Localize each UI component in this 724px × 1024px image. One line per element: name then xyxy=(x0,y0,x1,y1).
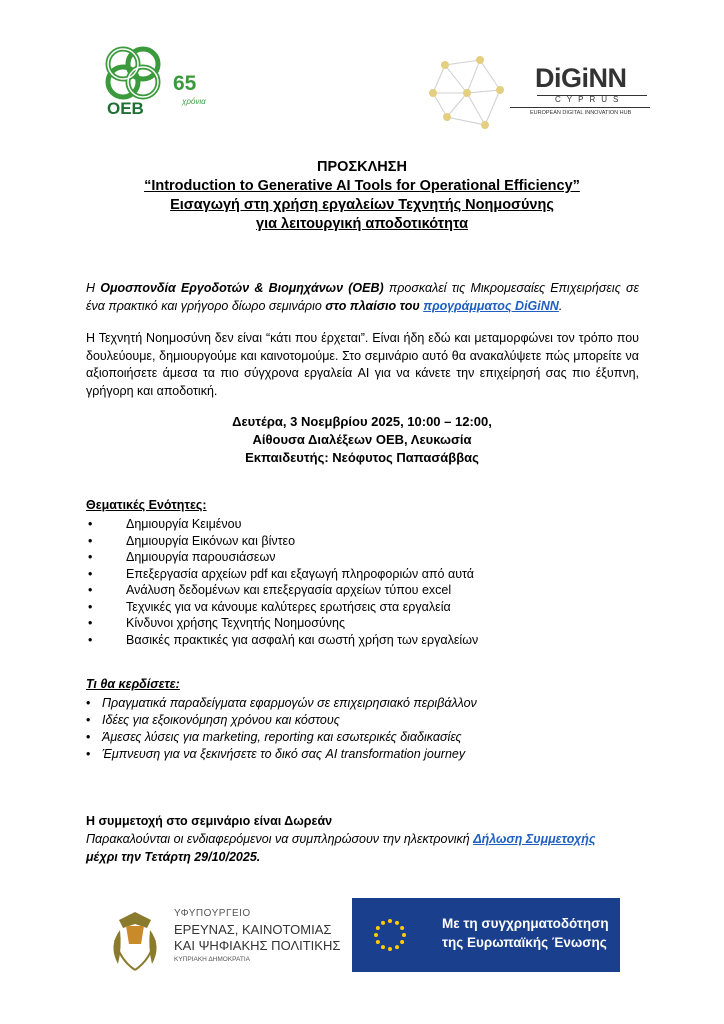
list-item: • Πραγματικά παραδείγματα εφαρμογών σε επιχειρησιακό περιβάλλον xyxy=(86,696,477,710)
gains-list xyxy=(86,695,477,763)
list-item: • Δημιουργία Κειμένου xyxy=(88,517,242,531)
p1-pre: Η xyxy=(86,281,101,295)
bullet-icon: • xyxy=(86,730,91,744)
eu-star-icon xyxy=(374,933,378,937)
list-item: • Τεχνικές για να κάνουμε καλύτερες ερωτήσεις στα εργαλεία xyxy=(88,599,451,614)
registration-invite: Παρακαλούνται οι ενδιαφερόμενοι να συμπληρώσουν την ηλεκτρονική xyxy=(86,832,474,846)
eu-star-icon xyxy=(395,945,399,949)
event-venue: Αίθουσα Διαλέξεων ΟΕΒ, Λευκωσία xyxy=(252,432,472,447)
eu-line-2: της Ευρωπαϊκής Ένωσης xyxy=(442,935,607,950)
eu-star-icon xyxy=(388,947,392,951)
title-line-1: ΠΡΟΣΚΛΗΣΗ xyxy=(317,159,407,175)
eu-line-1: Με τη συγχρηματοδότηση xyxy=(442,916,609,931)
diginn-program-link[interactable]: προγράμματος DiGiNN xyxy=(423,298,559,313)
eu-star-icon xyxy=(381,921,385,925)
intro-paragraph-1 xyxy=(86,280,639,315)
bullet-icon: • xyxy=(88,517,93,531)
p1-end: . xyxy=(558,298,563,313)
p1-mid: προσκαλεί τις Μικρομεσαίες Επιχειρήσεις σε ένα πρακτικό και γρήγορο δίωρο σεμινάριο xyxy=(86,281,640,313)
ministry-line-1: ΥΦΥΠΟΥΡΓΕΙΟ xyxy=(174,908,251,919)
bullet-icon: • xyxy=(86,713,91,727)
eu-cofunding-logo xyxy=(352,898,620,972)
oeb-anniversary: 65 xyxy=(173,72,197,95)
ministry-line-3: ΚΑΙ ΨΗΦΙΑΚΗΣ ΠΟΛΙΤΙΚΗΣ xyxy=(174,938,341,953)
p1-org: Ομοσπονδία Εργοδοτών & Βιομηχάνων (ΟΕΒ) xyxy=(100,281,384,295)
registration-form-link[interactable]: Δήλωση Συμμετοχής xyxy=(473,832,596,846)
event-date: Δευτέρα, 3 Νοεμβρίου 2025, 10:00 – 12:00, xyxy=(232,414,492,429)
ministry-logo xyxy=(100,900,350,980)
list-item: • Έμπνευση για να ξεκινήσετε το δικό σας AI transformation journey xyxy=(86,747,466,761)
ministry-line-4: ΚΥΠΡΙΑΚΗ ΔΗΜΟΚΡΑΤΙΑ xyxy=(174,956,250,963)
eu-star-icon xyxy=(381,945,385,949)
bullet-icon: • xyxy=(88,550,93,564)
eu-star-icon xyxy=(395,921,399,925)
eu-flag-icon xyxy=(360,914,420,956)
list-item: • Βασικές πρακτικές για ασφαλή και σωστή χρήση των εργαλείων xyxy=(88,632,479,647)
list-item: • Ιδέες για εξοικονόμηση χρόνου και κόστους xyxy=(86,713,340,727)
list-item: • Άμεσες λύσεις για marketing, reporting και εσωτερικές διαδικασίες xyxy=(86,730,462,744)
registration-info xyxy=(86,812,596,866)
bullet-icon: • xyxy=(88,583,93,597)
eu-star-icon xyxy=(376,926,380,930)
diginn-network-icon xyxy=(425,55,510,135)
diginn-sub: CYPRUS xyxy=(555,95,625,104)
eu-star-icon xyxy=(400,940,404,944)
gains-title: Τι θα κερδίσετε: xyxy=(86,677,180,691)
oeb-logo xyxy=(98,42,238,122)
bullet-icon: • xyxy=(88,533,93,548)
topics-title: Θεματικές Ενότητες: xyxy=(86,498,207,512)
registration-deadline: μέχρι την Τετάρτη 29/10/2025. xyxy=(86,850,261,864)
list-item: • Κίνδυνοι χρήσης Τεχνητής Νοημοσύνης xyxy=(88,616,346,630)
title-line-4: για λειτουργική αποδοτικότητα xyxy=(256,216,468,232)
bullet-icon: • xyxy=(88,566,93,581)
diginn-logo xyxy=(425,55,665,135)
list-item: • Δημιουργία παρουσιάσεων xyxy=(88,550,276,564)
topics-list xyxy=(86,516,478,648)
eu-star-icon xyxy=(376,940,380,944)
eu-star-icon xyxy=(400,926,404,930)
p1-bold: στο πλαίσιο του xyxy=(325,298,424,313)
event-trainer: Εκπαιδευτής: Νεόφυτος Παπασάββας xyxy=(245,450,479,465)
eu-star-icon xyxy=(388,919,392,923)
free-participation: Η συμμετοχή στο σεμινάριο είναι Δωρεάν xyxy=(86,814,333,828)
list-item: • Επεξεργασία αρχείων pdf και εξαγωγή πληροφοριών από αυτά xyxy=(88,566,475,581)
bullet-icon: • xyxy=(88,632,93,647)
diginn-tagline: EUROPEAN DIGITAL INNOVATION HUB xyxy=(530,110,632,116)
bullet-icon: • xyxy=(86,696,91,710)
oeb-name: ΟΕΒ xyxy=(107,99,144,118)
title-line-3: Εισαγωγή στη χρήση εργαλείων Τεχνητής Νοημοσύνης xyxy=(170,197,554,213)
bullet-icon: • xyxy=(88,616,93,630)
bullet-icon: • xyxy=(86,747,91,761)
oeb-anniversary-sub: χρόνια xyxy=(182,97,206,106)
title-line-2: “Introduction to Generative AI Tools for Operational Efficiency” xyxy=(144,178,580,194)
invitation-title xyxy=(0,158,724,234)
event-details xyxy=(0,413,724,467)
list-item: • Δημιουργία Εικόνων και βίντεο xyxy=(88,533,296,548)
bullet-icon: • xyxy=(88,599,93,614)
list-item: • Ανάλυση δεδομένων και επεξεργασία αρχείων τύπου excel xyxy=(88,583,452,597)
ministry-line-2: ΕΡΕΥΝΑΣ, ΚΑΙΝΟΤΟΜΙΑΣ xyxy=(174,922,332,937)
cyprus-emblem-icon xyxy=(100,900,170,980)
diginn-name: DiGiNN xyxy=(535,63,627,93)
eu-star-icon xyxy=(402,933,406,937)
intro-paragraph-2: Η Τεχνητή Νοημοσύνη δεν είναι “κάτι που έρχεται”. Είναι ήδη εδώ και μεταμορφώνει τον τρόπο που δουλεύουμε, δημιουργούμε και καινοτομούμε. Στο σεμινάριο αυτό θα ανακαλύψετε πώς μπορείτε να αξιοποιήσετε άμεσα τα πιο σύγχρονα εργαλεία AI για να κάνετε την επιχείρησή σας πιο έξυπνη, γρήγορη και αποδοτική. xyxy=(86,331,639,398)
